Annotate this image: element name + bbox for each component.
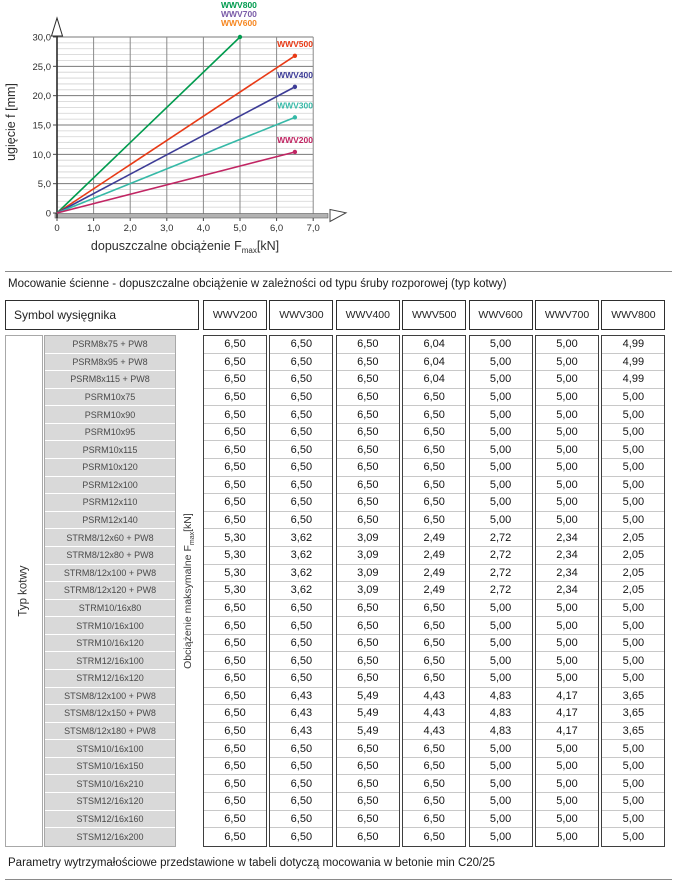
value-cell: 6,50 bbox=[337, 811, 399, 829]
svg-text:30,0: 30,0 bbox=[32, 32, 51, 44]
value-cell: 5,00 bbox=[602, 670, 664, 688]
value-cell: 4,17 bbox=[536, 723, 598, 741]
column-header: WWV500 bbox=[402, 300, 466, 330]
value-cell: 5,00 bbox=[470, 635, 532, 653]
x-axis-title: dopuszczalne obciążenie $F_{max}[kN]$ bbox=[90, 239, 280, 255]
svg-text:7,0: 7,0 bbox=[306, 223, 320, 234]
anchor-name-cell: STSM10/16x150 bbox=[45, 758, 175, 776]
anchor-name-cell: STSM12/16x200 bbox=[45, 828, 175, 846]
value-cell: 5,00 bbox=[536, 354, 598, 372]
value-cell: 3,65 bbox=[602, 705, 664, 723]
anchor-name-cell: PSRM12x110 bbox=[45, 494, 175, 512]
value-cell: 6,50 bbox=[204, 740, 266, 758]
anchor-name-cell: PSRM10x120 bbox=[45, 459, 175, 477]
svg-text:5,0: 5,0 bbox=[233, 223, 247, 234]
value-cell: 6,50 bbox=[403, 635, 465, 653]
value-cell: 6,50 bbox=[403, 775, 465, 793]
value-cell: 6,50 bbox=[204, 477, 266, 495]
value-cell: 3,09 bbox=[337, 565, 399, 583]
anchor-name-cell: STSM12/16x160 bbox=[45, 811, 175, 829]
anchor-name-cell: PSRM12x100 bbox=[45, 477, 175, 495]
value-cell: 2,05 bbox=[602, 582, 664, 600]
load-value-column bbox=[336, 335, 400, 847]
value-cell: 6,50 bbox=[270, 354, 332, 372]
anchor-name-cell: STRM8/12x80 + PW8 bbox=[45, 547, 175, 565]
max-load-axis-label: Obciążenie maksymalne $F_{max}[kN]$ bbox=[181, 513, 197, 669]
value-cell: 5,00 bbox=[536, 477, 598, 495]
value-cell: 6,50 bbox=[204, 336, 266, 354]
anchor-name-cell: STRM10/16x120 bbox=[45, 635, 175, 653]
value-cell: 6,50 bbox=[357, 830, 379, 843]
value-cell: 6,50 bbox=[204, 811, 266, 829]
value-cell: 6,50 bbox=[403, 740, 465, 758]
value-cell: 5,00 bbox=[536, 793, 598, 811]
column-header: WWV800 bbox=[601, 300, 665, 330]
value-cell: 6,50 bbox=[270, 635, 332, 653]
value-cell: 6,50 bbox=[204, 459, 266, 477]
value-cell: 5,00 bbox=[536, 617, 598, 635]
value-cell: 6,50 bbox=[270, 811, 332, 829]
value-cell: 6,50 bbox=[337, 354, 399, 372]
value-cell: 5,49 bbox=[337, 688, 399, 706]
value-cell: 5,00 bbox=[602, 477, 664, 495]
value-cell: 5,00 bbox=[556, 830, 578, 843]
anchor-name-column bbox=[44, 335, 176, 847]
value-cell: 6,04 bbox=[403, 336, 465, 354]
value-cell: 6,50 bbox=[204, 441, 266, 459]
value-cell: 6,50 bbox=[403, 494, 465, 512]
value-cell: 6,50 bbox=[204, 670, 266, 688]
value-cell: 6,50 bbox=[270, 793, 332, 811]
value-cell: 5,00 bbox=[602, 441, 664, 459]
load-value-column bbox=[535, 335, 599, 847]
value-cell: 5,00 bbox=[536, 494, 598, 512]
value-cell: 5,00 bbox=[470, 617, 532, 635]
value-cell: 5,00 bbox=[602, 617, 664, 635]
svg-text:3,0: 3,0 bbox=[160, 223, 174, 234]
value-cell: 5,00 bbox=[602, 424, 664, 442]
value-cell: 6,50 bbox=[337, 336, 399, 354]
value-cell: 6,50 bbox=[403, 512, 465, 530]
value-cell: 6,50 bbox=[403, 441, 465, 459]
anchor-name-cell: STRM10/16x80 bbox=[45, 600, 175, 618]
value-cell: 6,50 bbox=[204, 494, 266, 512]
value-cell: 4,43 bbox=[403, 723, 465, 741]
value-cell: 5,00 bbox=[470, 494, 532, 512]
value-cell: 3,62 bbox=[270, 582, 332, 600]
value-cell: 6,50 bbox=[204, 406, 266, 424]
value-cell: 6,50 bbox=[337, 477, 399, 495]
value-cell: 6,50 bbox=[403, 406, 465, 424]
column-header: WWV300 bbox=[269, 300, 333, 330]
value-cell: 6,50 bbox=[204, 705, 266, 723]
value-cell: 5,00 bbox=[470, 406, 532, 424]
value-cell: 5,00 bbox=[536, 406, 598, 424]
value-cell: 5,00 bbox=[536, 758, 598, 776]
value-cell: 6,43 bbox=[270, 705, 332, 723]
value-cell: 6,50 bbox=[204, 424, 266, 442]
value-cell: 5,30 bbox=[204, 547, 266, 565]
value-cell: 6,50 bbox=[204, 354, 266, 372]
value-cell: 5,00 bbox=[470, 441, 532, 459]
value-cell: 2,05 bbox=[602, 565, 664, 583]
value-cell: 6,43 bbox=[270, 723, 332, 741]
value-cell: 5,00 bbox=[602, 512, 664, 530]
value-cell: 6,50 bbox=[270, 389, 332, 407]
value-cell: 6,50 bbox=[403, 811, 465, 829]
value-cell: 6,50 bbox=[337, 617, 399, 635]
value-cell: 6,50 bbox=[337, 758, 399, 776]
anchor-name-cell: STSM12/16x120 bbox=[45, 793, 175, 811]
value-cell: 3,62 bbox=[270, 565, 332, 583]
value-cell: 2,49 bbox=[403, 547, 465, 565]
value-cell: 5,00 bbox=[470, 371, 532, 389]
value-cell: 6,50 bbox=[403, 424, 465, 442]
value-cell: 6,50 bbox=[403, 793, 465, 811]
value-cell: 6,50 bbox=[337, 494, 399, 512]
value-cell: 5,30 bbox=[204, 582, 266, 600]
divider-bottom bbox=[5, 879, 672, 880]
value-cell: 5,00 bbox=[622, 830, 645, 843]
value-cell: 2,72 bbox=[470, 529, 532, 547]
value-cell: 5,00 bbox=[536, 371, 598, 389]
value-cell: 6,50 bbox=[270, 424, 332, 442]
value-cell: 6,50 bbox=[337, 389, 399, 407]
value-cell: 6,50 bbox=[337, 740, 399, 758]
value-cell: 5,00 bbox=[602, 758, 664, 776]
svg-text:6,0: 6,0 bbox=[269, 223, 284, 234]
value-cell: 6,50 bbox=[403, 758, 465, 776]
column-header: WWV700 bbox=[535, 300, 599, 330]
value-cell: 6,50 bbox=[270, 459, 332, 477]
value-cell: 5,00 bbox=[470, 600, 532, 618]
value-cell: 2,72 bbox=[470, 547, 532, 565]
value-cell: 5,00 bbox=[470, 670, 532, 688]
value-cell: 3,65 bbox=[602, 688, 664, 706]
value-cell: 6,50 bbox=[204, 758, 266, 776]
column-header: WWV400 bbox=[336, 300, 400, 330]
value-cell: 4,43 bbox=[403, 688, 465, 706]
anchor-name-cell: PSRM10x75 bbox=[45, 389, 175, 407]
value-cell: 5,00 bbox=[602, 811, 664, 829]
svg-text:15,0: 15,0 bbox=[32, 120, 51, 132]
value-cell: 5,00 bbox=[602, 600, 664, 618]
svg-text:1,0: 1,0 bbox=[86, 223, 101, 234]
footer-note: Parametry wytrzymałościowe przedstawione w tabeli dotyczą mocowania w betonie min C20/25 bbox=[8, 857, 496, 869]
value-cell: 5,00 bbox=[602, 740, 664, 758]
value-cell: 6,50 bbox=[403, 459, 465, 477]
svg-text:WWV700: WWV700 bbox=[221, 9, 257, 19]
value-cell: 6,50 bbox=[403, 477, 465, 495]
value-cell: 3,09 bbox=[337, 529, 399, 547]
value-cell: 5,00 bbox=[470, 477, 532, 495]
load-value-column bbox=[601, 335, 665, 847]
value-cell: 3,09 bbox=[337, 582, 399, 600]
svg-text:WWV400: WWV400 bbox=[277, 69, 313, 80]
value-cell: 2,72 bbox=[470, 565, 532, 583]
value-cell: 6,50 bbox=[403, 670, 465, 688]
value-cell: 6,50 bbox=[270, 477, 332, 495]
value-cell: 5,00 bbox=[536, 635, 598, 653]
value-cell: 6,50 bbox=[337, 512, 399, 530]
value-cell: 6,50 bbox=[403, 600, 465, 618]
value-cell: 6,50 bbox=[204, 617, 266, 635]
value-cell: 5,00 bbox=[470, 512, 532, 530]
value-cell: 6,50 bbox=[270, 441, 332, 459]
anchor-name-cell: STSM8/12x150 + PW8 bbox=[45, 705, 175, 723]
value-cell: 4,99 bbox=[602, 371, 664, 389]
anchor-name-cell: STRM10/16x100 bbox=[45, 617, 175, 635]
value-cell: 2,34 bbox=[536, 565, 598, 583]
value-cell: 6,50 bbox=[423, 830, 445, 843]
value-cell: 6,50 bbox=[337, 441, 399, 459]
value-cell: 5,00 bbox=[602, 459, 664, 477]
value-cell: 2,34 bbox=[536, 529, 598, 547]
value-cell: 5,00 bbox=[536, 336, 598, 354]
anchor-type-group-label: Typ kotwy bbox=[18, 565, 31, 617]
value-cell: 6,50 bbox=[290, 830, 313, 843]
max-load-axis-cell bbox=[176, 335, 202, 847]
value-cell: 4,83 bbox=[470, 723, 532, 741]
divider-top bbox=[5, 271, 672, 272]
value-cell: 4,17 bbox=[536, 688, 598, 706]
svg-text:WWV200: WWV200 bbox=[277, 134, 313, 145]
svg-text:25,0: 25,0 bbox=[32, 61, 51, 73]
anchor-name-cell: PSRM10x95 bbox=[45, 424, 175, 442]
anchor-name-cell: STRM12/16x100 bbox=[45, 652, 175, 670]
value-cell: 5,00 bbox=[470, 775, 532, 793]
table-caption: Mocowanie ścienne - dopuszczalne obciążenie w zależności od typu śruby rozporowej (typ kotwy) bbox=[8, 278, 507, 290]
value-cell: 6,50 bbox=[204, 635, 266, 653]
value-cell: 5,00 bbox=[536, 441, 598, 459]
value-cell: 6,50 bbox=[270, 371, 332, 389]
value-cell: 6,50 bbox=[337, 775, 399, 793]
value-cell: 5,00 bbox=[470, 354, 532, 372]
value-cell: 6,50 bbox=[337, 670, 399, 688]
value-cell: 6,50 bbox=[270, 670, 332, 688]
value-cell: 6,50 bbox=[204, 652, 266, 670]
value-cell: 5,00 bbox=[602, 652, 664, 670]
anchor-name-cell: STSM8/12x100 + PW8 bbox=[45, 688, 175, 706]
value-cell: 6,50 bbox=[337, 459, 399, 477]
value-cell: 2,34 bbox=[536, 547, 598, 565]
value-cell: 2,72 bbox=[470, 582, 532, 600]
anchor-name-cell: STRM8/12x60 + PW8 bbox=[45, 529, 175, 547]
value-cell: 3,62 bbox=[270, 529, 332, 547]
value-cell: 6,50 bbox=[270, 617, 332, 635]
value-cell: 4,83 bbox=[470, 688, 532, 706]
svg-text:WWV500: WWV500 bbox=[277, 38, 313, 49]
y-axis-title: ugięcie f [mm] bbox=[4, 83, 18, 161]
value-cell: 6,50 bbox=[204, 775, 266, 793]
value-cell: 5,49 bbox=[337, 705, 399, 723]
value-cell: 5,00 bbox=[470, 652, 532, 670]
value-cell: 6,50 bbox=[204, 688, 266, 706]
deflection-line-chart bbox=[0, 0, 360, 262]
value-cell: 4,99 bbox=[602, 354, 664, 372]
value-cell: 6,50 bbox=[337, 635, 399, 653]
value-cell: 5,00 bbox=[470, 793, 532, 811]
value-cell: 6,50 bbox=[403, 617, 465, 635]
svg-text:2,0: 2,0 bbox=[123, 223, 137, 234]
value-cell: 6,50 bbox=[204, 793, 266, 811]
value-cell: 5,30 bbox=[204, 529, 266, 547]
value-cell: 5,00 bbox=[536, 424, 598, 442]
value-cell: 6,50 bbox=[270, 512, 332, 530]
value-cell: 2,49 bbox=[403, 565, 465, 583]
value-cell: 6,50 bbox=[270, 775, 332, 793]
value-cell: 6,50 bbox=[337, 424, 399, 442]
value-cell: 2,05 bbox=[602, 529, 664, 547]
anchor-name-cell: STRM8/12x120 + PW8 bbox=[45, 582, 175, 600]
value-cell: 6,50 bbox=[270, 494, 332, 512]
load-value-column bbox=[269, 335, 333, 847]
value-cell: 3,09 bbox=[337, 547, 399, 565]
svg-text:20,0: 20,0 bbox=[32, 91, 51, 103]
column-header: WWV200 bbox=[203, 300, 267, 330]
value-cell: 5,00 bbox=[602, 775, 664, 793]
anchor-name-cell: PSRM8x95 + PW8 bbox=[45, 354, 175, 372]
value-cell: 6,50 bbox=[337, 652, 399, 670]
value-cell: 5,00 bbox=[536, 512, 598, 530]
anchor-name-cell: STRM12/16x120 bbox=[45, 670, 175, 688]
value-cell: 5,00 bbox=[489, 830, 512, 843]
svg-text:5,0: 5,0 bbox=[37, 179, 51, 191]
svg-text:WWV300: WWV300 bbox=[277, 100, 313, 111]
value-cell: 6,50 bbox=[204, 512, 266, 530]
value-cell: 5,00 bbox=[470, 758, 532, 776]
value-cell: 5,00 bbox=[536, 740, 598, 758]
value-cell: 5,49 bbox=[337, 723, 399, 741]
value-cell: 5,00 bbox=[536, 670, 598, 688]
value-cell: 6,50 bbox=[270, 740, 332, 758]
value-cell: 6,50 bbox=[270, 406, 332, 424]
value-cell: 6,50 bbox=[403, 389, 465, 407]
value-cell: 5,00 bbox=[470, 740, 532, 758]
anchor-name-cell: PSRM12x140 bbox=[45, 512, 175, 530]
value-cell: 5,00 bbox=[602, 406, 664, 424]
anchor-name-cell: PSRM8x115 + PW8 bbox=[45, 371, 175, 389]
value-cell: 5,00 bbox=[470, 389, 532, 407]
value-cell: 6,04 bbox=[403, 371, 465, 389]
value-cell: 6,50 bbox=[224, 830, 246, 843]
value-cell: 5,30 bbox=[204, 565, 266, 583]
value-cell: 5,00 bbox=[602, 494, 664, 512]
value-cell: 3,62 bbox=[270, 547, 332, 565]
value-cell: 6,50 bbox=[337, 406, 399, 424]
value-cell: 5,00 bbox=[602, 635, 664, 653]
load-value-column bbox=[469, 335, 533, 847]
anchor-name-cell: PSRM10x90 bbox=[45, 406, 175, 424]
anchor-name-cell: STSM10/16x210 bbox=[45, 775, 175, 793]
value-cell: 4,43 bbox=[403, 705, 465, 723]
row-header-label: Symbol wysięgnika bbox=[5, 300, 199, 330]
value-cell: 6,50 bbox=[204, 371, 266, 389]
anchor-name-cell: STSM8/12x180 + PW8 bbox=[45, 723, 175, 741]
value-cell: 5,00 bbox=[536, 600, 598, 618]
column-header: WWV600 bbox=[469, 300, 533, 330]
value-cell: 6,50 bbox=[270, 652, 332, 670]
value-cell: 2,49 bbox=[403, 582, 465, 600]
value-cell: 6,50 bbox=[204, 723, 266, 741]
value-cell: 3,65 bbox=[602, 723, 664, 741]
value-cell: 6,50 bbox=[337, 600, 399, 618]
anchor-name-cell: STSM10/16x100 bbox=[45, 740, 175, 758]
value-cell: 4,17 bbox=[536, 705, 598, 723]
anchor-name-cell: PSRM8x75 + PW8 bbox=[45, 336, 175, 354]
svg-text:WWV800: WWV800 bbox=[221, 0, 257, 10]
value-cell: 6,50 bbox=[270, 758, 332, 776]
value-cell: 2,05 bbox=[602, 547, 664, 565]
value-cell: 5,00 bbox=[536, 389, 598, 407]
value-cell: 6,50 bbox=[270, 600, 332, 618]
value-cell: 4,83 bbox=[470, 705, 532, 723]
value-cell: 2,49 bbox=[403, 529, 465, 547]
value-cell: 6,50 bbox=[337, 371, 399, 389]
anchor-type-group-cell bbox=[5, 335, 43, 847]
value-cell: 6,50 bbox=[270, 336, 332, 354]
anchor-name-cell: STRM8/12x100 + PW8 bbox=[45, 565, 175, 583]
svg-text:WWV600: WWV600 bbox=[221, 18, 257, 28]
value-cell: 5,00 bbox=[536, 811, 598, 829]
value-cell: 5,00 bbox=[470, 459, 532, 477]
value-cell: 6,50 bbox=[403, 652, 465, 670]
value-cell: 6,50 bbox=[204, 600, 266, 618]
value-cell: 5,00 bbox=[536, 775, 598, 793]
load-value-column bbox=[203, 335, 267, 847]
value-cell: 4,99 bbox=[602, 336, 664, 354]
value-cell: 6,04 bbox=[403, 354, 465, 372]
anchor-name-cell: PSRM10x115 bbox=[45, 441, 175, 459]
value-cell: 5,00 bbox=[536, 652, 598, 670]
value-cell: 6,50 bbox=[337, 793, 399, 811]
value-cell: 5,00 bbox=[602, 389, 664, 407]
load-value-column bbox=[402, 335, 466, 847]
value-cell: 5,00 bbox=[536, 459, 598, 477]
svg-text:0: 0 bbox=[45, 208, 51, 220]
svg-text:10,0: 10,0 bbox=[32, 149, 51, 161]
value-cell: 5,00 bbox=[470, 336, 532, 354]
svg-text:4,0: 4,0 bbox=[196, 223, 211, 234]
value-cell: 6,50 bbox=[204, 389, 266, 407]
value-cell: 6,43 bbox=[270, 688, 332, 706]
svg-text:0: 0 bbox=[54, 223, 60, 234]
value-cell: 2,34 bbox=[536, 582, 598, 600]
value-cell: 5,00 bbox=[602, 793, 664, 811]
value-cell: 5,00 bbox=[470, 811, 532, 829]
value-cell: 5,00 bbox=[470, 424, 532, 442]
